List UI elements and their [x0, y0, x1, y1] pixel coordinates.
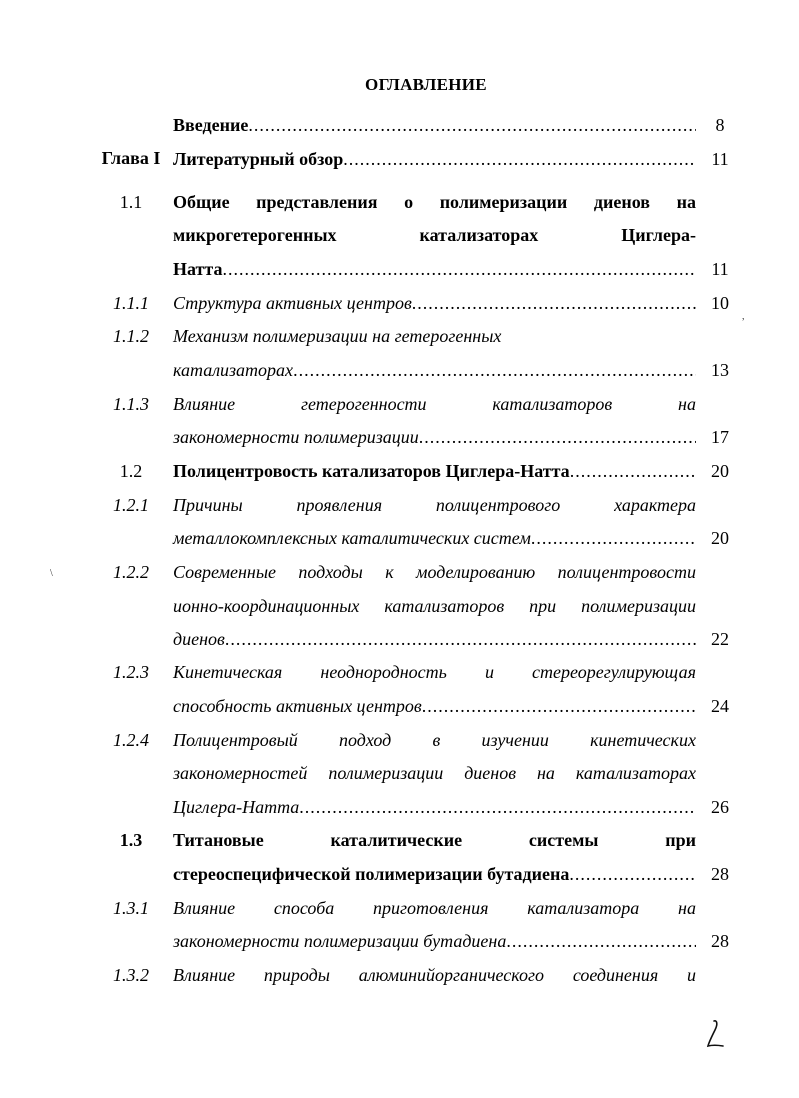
toc-entry-number: 1.2.1: [113, 495, 149, 515]
toc-entry-continuation: [0, 356, 799, 384]
scan-speck: \: [50, 568, 53, 579]
toc-entry-text: катализаторах .....: [173, 356, 696, 384]
toc-entry-page: 28: [711, 931, 729, 951]
toc-entry-continuation: [0, 423, 799, 451]
toc-entry-continuation: [0, 221, 799, 249]
toc-entry-text: ионно-координационных катализаторов при полимеризации: [173, 596, 696, 616]
toc-entry-number: 1.1: [119, 192, 143, 212]
toc-entry-text: Механизм полимеризации на гетерогенных: [173, 326, 502, 346]
toc-entry: [0, 145, 799, 173]
toc-entry-continuation: [0, 927, 799, 955]
toc-entry-page: 11: [711, 149, 729, 169]
toc-entry-number: 1.1.3: [113, 394, 149, 414]
toc-entry-page: 17: [711, 427, 729, 447]
toc-entry-continuation: [0, 524, 799, 552]
toc-entry-text: закономерности полимеризации .....: [173, 423, 696, 451]
page-title: ОГЛАВЛЕНИЕ: [365, 75, 487, 94]
toc-entry: [0, 826, 799, 854]
toc-entry: [0, 457, 799, 485]
toc-entry-continuation: [0, 759, 799, 787]
toc-entry-page: 20: [711, 528, 729, 548]
toc-entry-text: металлокомплексных каталитических систем .....: [173, 524, 696, 552]
toc-entry-text: микрогетерогенных катализаторах Циглера-: [173, 225, 696, 245]
toc-entry-text: Причины проявления полицентрового характера: [173, 495, 696, 515]
toc-entry-page: 10: [711, 293, 729, 313]
toc-entry-page: 20: [711, 461, 729, 481]
toc-entry-number: 1.1.1: [113, 293, 149, 313]
toc-entry: [0, 188, 799, 216]
toc-entry-text: способность активных центров .....: [173, 692, 696, 720]
toc-entry-text: Кинетическая неоднородность и стереорегулирующая: [173, 662, 696, 682]
toc-entry: [0, 726, 799, 754]
toc-entry-continuation: [0, 625, 799, 653]
toc-entry: [0, 390, 799, 418]
toc-entry-text: стереоспецифической полимеризации бутадиена .....: [173, 860, 696, 888]
toc-entry-continuation: [0, 860, 799, 888]
toc-entry-page: 24: [711, 696, 729, 716]
toc-entry-continuation: [0, 793, 799, 821]
toc-entry-text: Влияние способа приготовления катализатора на: [173, 898, 696, 918]
toc-entry-text: Введение .....: [173, 111, 696, 139]
toc-entry: [0, 491, 799, 519]
toc-entry-number: 1.3.2: [113, 965, 149, 985]
toc-entry-number: 1.3: [119, 830, 143, 850]
toc-entry: [0, 322, 799, 350]
toc-entry: [0, 894, 799, 922]
toc-entry-page: 11: [711, 259, 729, 279]
toc-entry: [0, 111, 799, 139]
toc-entry-text: Натта .....: [173, 255, 696, 283]
toc-entry-number: 1.2: [119, 461, 143, 481]
toc-entry-text: Общие представления о полимеризации диенов на: [173, 192, 696, 212]
toc-entry-continuation: [0, 692, 799, 720]
scan-speck: ,: [742, 311, 745, 322]
toc-entry-text: Современные подходы к моделированию полицентровости: [173, 562, 696, 582]
toc-entry: [0, 558, 799, 586]
toc-entry-page: 26: [711, 797, 729, 817]
toc-entry-page: 13: [711, 360, 729, 380]
handwritten-page-mark: [700, 1015, 730, 1055]
toc-entry-text: Титановые каталитические системы при: [173, 830, 696, 850]
toc-entry-number: 1.1.2: [113, 326, 149, 346]
toc-entry: [0, 289, 799, 317]
toc-entry-number: 1.3.1: [113, 898, 149, 918]
toc-entry-text: Влияние гетерогенности катализаторов на: [173, 394, 696, 414]
toc-entry-text: закономерности полимеризации бутадиена .....: [173, 927, 696, 955]
toc-entry-text: Литературный обзор .....: [173, 145, 696, 173]
toc-entry-number: 1.2.3: [113, 662, 149, 682]
toc-entry-number: Глава I: [101, 148, 161, 168]
toc-entry-page: 8: [715, 115, 725, 135]
toc-entry-continuation: [0, 255, 799, 283]
toc-entry: [0, 961, 799, 989]
signature-glyph: [700, 1015, 730, 1055]
toc-entry-continuation: [0, 592, 799, 620]
toc-entry-page: 28: [711, 864, 729, 884]
toc-entry: [0, 658, 799, 686]
toc-entry-text: закономерностей полимеризации диенов на катализаторах: [173, 763, 696, 783]
toc-entry-number: 1.2.2: [113, 562, 149, 582]
toc-entry-text: Циглера-Натта .....: [173, 793, 696, 821]
toc-entry-text: Полицентровый подход в изучении кинетических: [173, 730, 696, 750]
toc-entry-text: Влияние природы алюминийорганического соединения и: [173, 965, 696, 985]
toc-entry-text: диенов .....: [173, 625, 696, 653]
toc-entry-text: Полицентровость катализаторов Циглера-Натта .....: [173, 457, 696, 485]
toc-entry-page: 22: [711, 629, 729, 649]
toc-entry-number: 1.2.4: [113, 730, 149, 750]
toc-entry-text: Структура активных центров .....: [173, 289, 696, 317]
